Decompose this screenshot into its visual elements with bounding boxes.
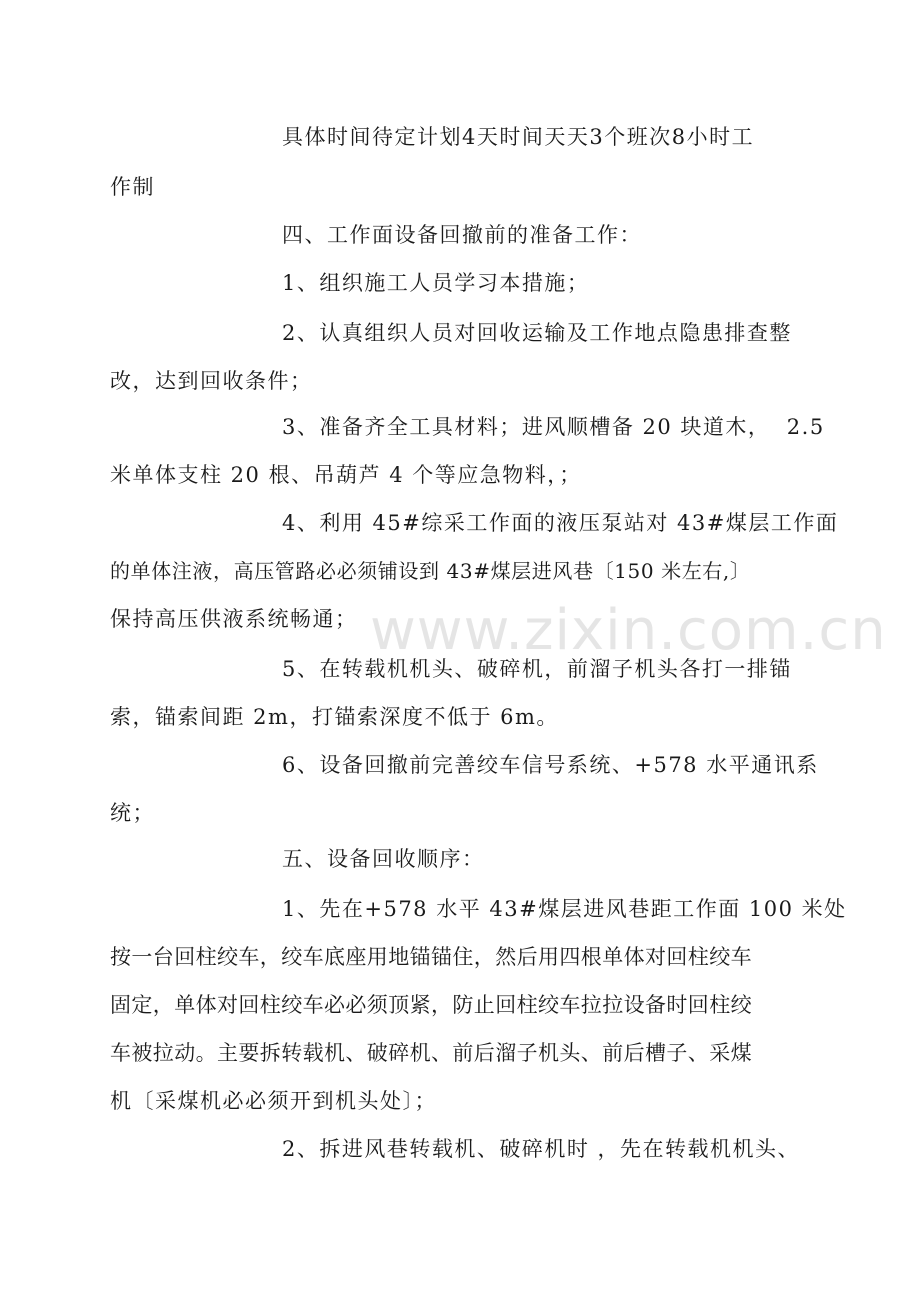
paragraph-line: 6、设备回撤前完善绞车信号系统、+578 水平通讯系: [282, 753, 819, 777]
paragraph-line: 2、认真组织人员对回收运输及工作地点隐患排查整: [282, 321, 792, 345]
paragraph-line: 米单体支柱 20 根、吊葫芦 4 个等应急物料，；: [110, 463, 582, 487]
paragraph-line: 4、利用 45#综采工作面的液压泵站对 43#煤层工作面: [282, 511, 839, 535]
paragraph-line: 3、准备齐全工具材料；进风顺槽备 20 块道木， 2.5: [282, 415, 825, 439]
paragraph-line: 5、在转载机机头、破碎机，前溜子机头各打一排锚: [282, 657, 792, 681]
paragraph-line: 统；: [110, 801, 155, 825]
paragraph-line: 的单体注液，高压管路必必须铺设到 43#煤层进风巷〔150 米左右,〕: [110, 559, 751, 583]
paragraph-line: 车被拉动。主要拆转载机、破碎机、前后溜子机头、前后槽子、采煤: [110, 1041, 752, 1065]
paragraph-line: 具体时间待定计划4天时间天天3个班次8小时工: [282, 125, 755, 149]
paragraph-line: 机〔采煤机必必须开到机头处〕；: [110, 1089, 437, 1113]
paragraph-line: 2、拆进风巷转载机、破碎机时 ，先在转载机机头、: [282, 1137, 801, 1161]
paragraph-line: 1、先在+578 水平 43#煤层进风巷距工作面 100 米处: [282, 897, 847, 921]
paragraph-line: 索，锚索间距 2m，打锚索深度不低于 6m。: [110, 705, 559, 729]
paragraph-line: 固定，单体对回柱绞车必必须顶紧，防止回柱绞车拉拉设备时回柱绞: [110, 993, 752, 1017]
paragraph-line: 按一台回柱绞车，绞车底座用地锚锚住，然后用四根单体对回柱绞车: [110, 945, 752, 969]
watermark: www.zixin.com.cn: [370, 598, 887, 663]
section-heading-5: 五、设备回收顺序：: [282, 847, 485, 871]
paragraph-line: 保持高压供液系统畅通；: [110, 607, 358, 631]
section-heading-4: 四、工作面设备回撤前的准备工作：: [282, 223, 642, 247]
paragraph-line: 1、组织施工人员学习本措施；: [282, 271, 590, 295]
paragraph-line: 改，达到回收条件；: [110, 369, 313, 393]
paragraph-line: 作制: [110, 175, 155, 199]
